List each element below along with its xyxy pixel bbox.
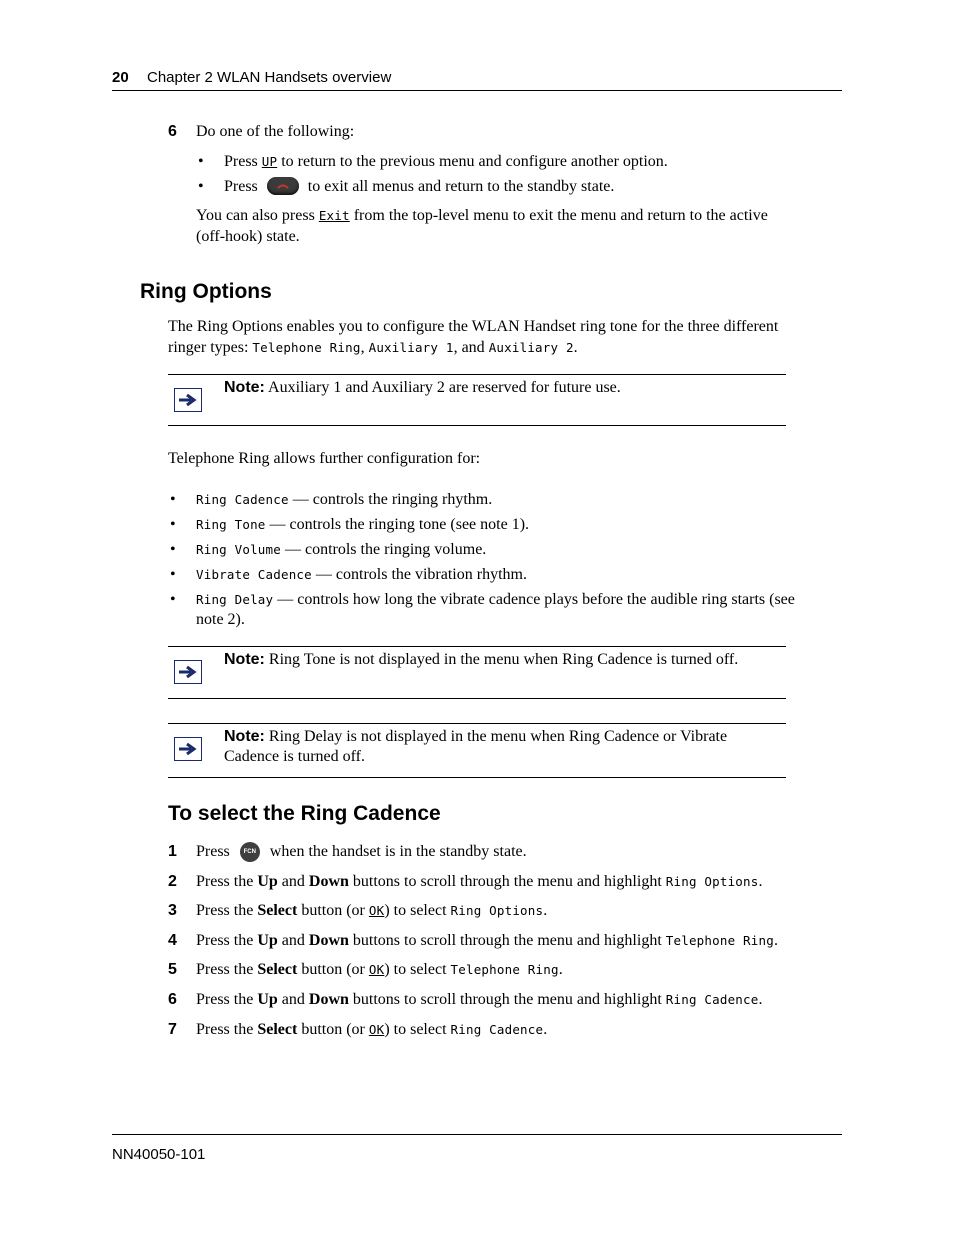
text: Press the	[196, 932, 258, 949]
softkey-ok: OK	[368, 962, 385, 977]
button-name: Up	[257, 991, 278, 1008]
list-item	[196, 590, 795, 610]
text: Ring Tone is not displayed in the menu when Ring Cadence is turned off.	[264, 651, 739, 668]
menu-term: Ring Cadence	[450, 1022, 544, 1037]
text: Press the	[196, 873, 258, 890]
step-text	[196, 901, 547, 921]
text: You can also press	[196, 207, 319, 224]
step-text	[196, 842, 527, 862]
text: buttons to scroll through the menu and highlight	[348, 932, 666, 949]
bullet: •	[170, 516, 176, 533]
note-text	[224, 378, 621, 398]
chapter-title: Chapter 2 WLAN Handsets overview	[147, 69, 392, 86]
step-number: 2	[168, 873, 177, 890]
step-text	[196, 960, 563, 980]
button-name: Up	[257, 873, 278, 890]
note-arrow-icon	[174, 737, 202, 761]
softkey-ok: OK	[368, 903, 385, 918]
note-label: Note:	[224, 728, 265, 745]
list-item	[196, 515, 529, 535]
text: Press the	[196, 1021, 258, 1038]
note-rule	[168, 777, 786, 778]
button-name: Up	[257, 932, 278, 949]
text: , and	[453, 339, 489, 356]
paragraph-line	[168, 338, 578, 358]
step-number: 4	[168, 932, 177, 949]
text: Ring Delay is not displayed in the menu when Ring Cadence or Vibrate	[264, 728, 728, 745]
text: Press	[224, 178, 258, 195]
text: — controls the ringing rhythm.	[288, 491, 493, 508]
menu-term: Ring Volume	[196, 542, 281, 557]
end-call-button-icon	[267, 177, 299, 195]
text: .	[543, 902, 548, 919]
menu-term: Ring Options	[665, 874, 759, 889]
bullet: •	[170, 591, 176, 608]
text: button (or	[297, 961, 369, 978]
text: buttons to scroll through the menu and highlight	[348, 873, 666, 890]
text: buttons to scroll through the menu and highlight	[348, 991, 666, 1008]
menu-term: Telephone Ring	[252, 340, 361, 355]
text: ) to select	[384, 902, 451, 919]
note-rule	[168, 374, 786, 375]
text: Press	[196, 843, 230, 860]
text: button (or	[297, 1021, 369, 1038]
softkey-up: UP	[261, 154, 278, 169]
text: — controls the ringing tone (see note 1).	[265, 516, 530, 533]
document-number: NN40050-101	[112, 1146, 206, 1163]
text: ,	[360, 339, 369, 356]
fcn-button-icon: FCN	[240, 842, 260, 862]
step-number: 7	[168, 1021, 177, 1038]
text: ringer types:	[168, 339, 253, 356]
list-item	[196, 490, 492, 510]
bullet: •	[170, 566, 176, 583]
text: and	[277, 873, 309, 890]
procedure-heading: To select the Ring Cadence	[168, 802, 441, 825]
step-number: 5	[168, 961, 177, 978]
button-name: Select	[257, 902, 298, 919]
note-rule	[168, 646, 786, 647]
text: button (or	[297, 902, 369, 919]
menu-term: Ring Cadence	[196, 492, 289, 507]
paragraph-line: The Ring Options enables you to configure the WLAN Handset ring tone for the three different	[168, 318, 779, 335]
note-label: Note:	[224, 651, 265, 668]
menu-term: Ring Options	[450, 903, 544, 918]
section-heading: Ring Options	[140, 280, 272, 303]
step-text	[196, 1020, 547, 1040]
note-rule	[168, 723, 786, 724]
note-arrow-icon	[174, 388, 202, 412]
bullet: •	[170, 541, 176, 558]
menu-term: Ring Cadence	[665, 992, 759, 1007]
button-name: Select	[257, 961, 298, 978]
bullet: •	[170, 491, 176, 508]
button-name: Down	[308, 873, 349, 890]
text: .	[773, 932, 778, 949]
text: .	[558, 961, 563, 978]
text: and	[277, 932, 309, 949]
list-item	[224, 152, 668, 172]
note-label: Note:	[224, 379, 265, 396]
menu-term: Auxiliary 1	[368, 340, 454, 355]
list-item	[196, 540, 486, 560]
text: from the top-level menu to exit the menu and return to the active	[349, 207, 768, 224]
list-item	[196, 565, 527, 585]
paragraph-line: (off-hook) state.	[196, 228, 300, 245]
text: Press the	[196, 991, 258, 1008]
text: .	[543, 1021, 548, 1038]
footer-rule	[112, 1134, 842, 1135]
text: Auxiliary 1 and Auxiliary 2 are reserved for future use.	[264, 379, 621, 396]
text: when the handset is in the standby state.	[269, 843, 527, 860]
step-text	[196, 872, 762, 892]
header-rule	[112, 90, 842, 91]
text: and	[277, 991, 309, 1008]
list-item-continuation: note 2).	[196, 611, 245, 628]
softkey-ok: OK	[368, 1022, 385, 1037]
text: to exit all menus and return to the standby state.	[307, 178, 615, 195]
button-name: Down	[308, 991, 349, 1008]
step-text	[196, 990, 762, 1010]
paragraph-line	[196, 206, 768, 226]
menu-term: Vibrate Cadence	[196, 567, 312, 582]
step-number: 1	[168, 843, 177, 860]
bullet: •	[198, 153, 204, 170]
menu-term: Ring Tone	[196, 517, 266, 532]
button-name: Select	[257, 1021, 298, 1038]
text: to return to the previous menu and configure another option.	[277, 153, 668, 170]
menu-term: Auxiliary 2	[488, 340, 574, 355]
note-text	[224, 650, 738, 670]
text: .	[758, 873, 763, 890]
text: Press the	[196, 961, 258, 978]
menu-term: Telephone Ring	[450, 962, 559, 977]
button-name: Down	[308, 932, 349, 949]
text: Press	[224, 153, 262, 170]
note-rule	[168, 425, 786, 426]
text: — controls how long the vibrate cadence plays before the audible ring starts (see	[273, 591, 795, 608]
step-text	[196, 931, 778, 951]
bullet: •	[198, 178, 204, 195]
note-text	[224, 727, 727, 747]
text: Press the	[196, 902, 258, 919]
note-text-continuation: Cadence is turned off.	[224, 748, 365, 765]
step-number: 6	[168, 991, 177, 1008]
note-arrow-icon	[174, 660, 202, 684]
text: .	[758, 991, 763, 1008]
list-item	[224, 177, 614, 197]
step-number: 3	[168, 902, 177, 919]
menu-term: Telephone Ring	[665, 933, 774, 948]
softkey-exit: Exit	[318, 208, 350, 223]
note-rule	[168, 698, 786, 699]
text: — controls the vibration rhythm.	[311, 566, 527, 583]
text: ) to select	[384, 961, 451, 978]
text: .	[573, 339, 578, 356]
step-number: 6	[168, 123, 177, 140]
text: — controls the ringing volume.	[280, 541, 487, 558]
text: ) to select	[384, 1021, 451, 1038]
step-text: Do one of the following:	[196, 123, 355, 140]
menu-term: Ring Delay	[196, 592, 274, 607]
page-number: 20	[112, 69, 129, 86]
paragraph-line: Telephone Ring allows further configuration for:	[168, 450, 481, 467]
